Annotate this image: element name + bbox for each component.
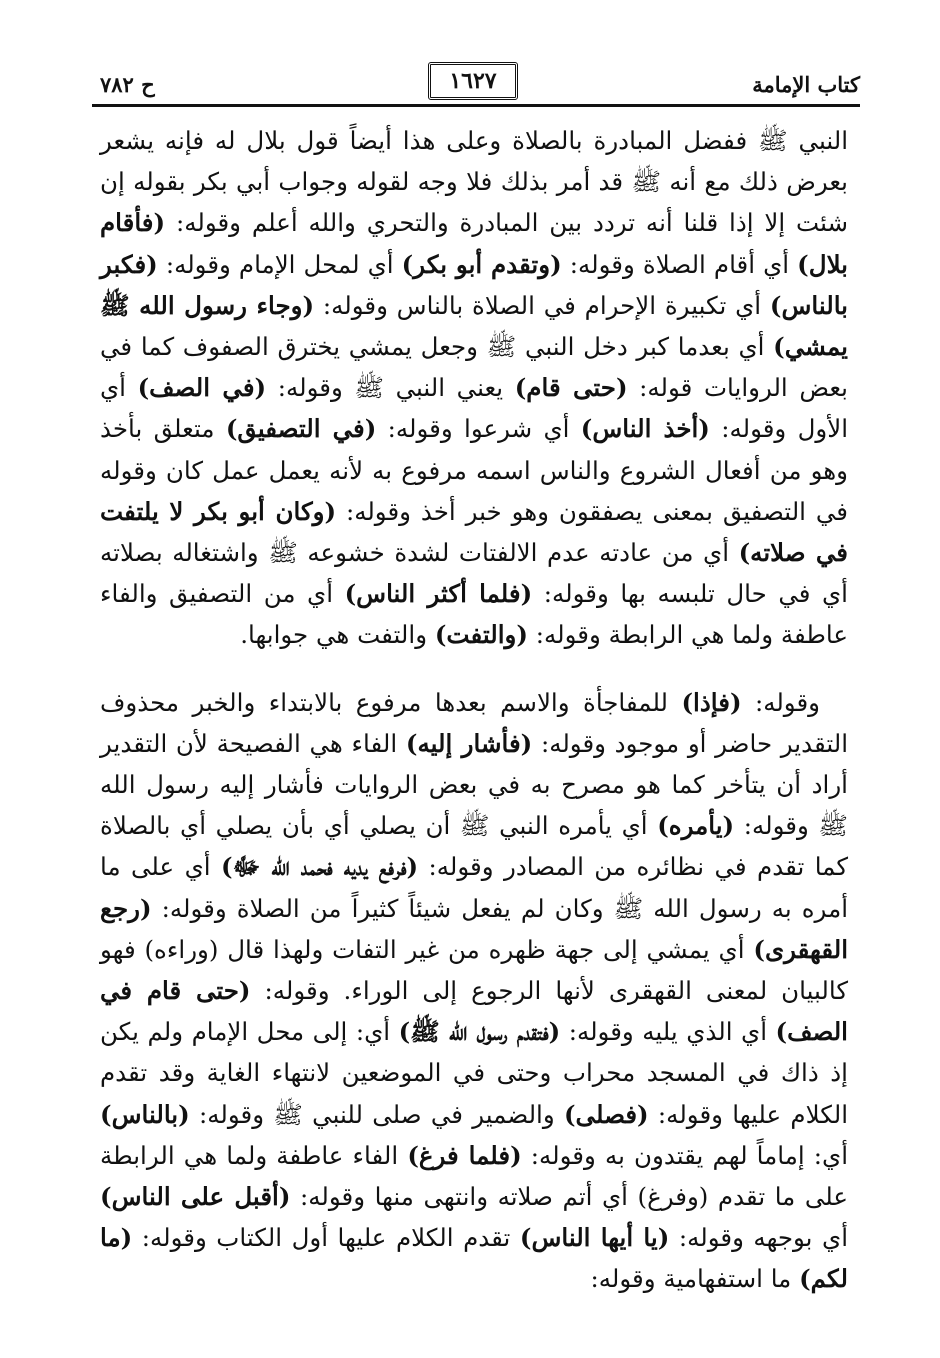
quoted-phrase: (فلما فرغ) bbox=[407, 1140, 522, 1170]
commentary-text: النبي ﷺ ففضل المبادرة بالصلاة وعلى هذا أيضاً قول بلال له فإنه يشعر بعرض ذلك مع أنه ﷺ قد أمر بذلك فلا وجه لقوله وجواب أبي بكر بقوله إن شئت إلا إذا قلنا أنه تردد بين المبادرة والتحري والله أعلم وقوله: bbox=[100, 126, 848, 238]
commentary-text: الفاء هي الفصيحة لأن التقدير أراد أن يتأخر كما هو مصرح به في بعض الروايات فأشار إليه رسول الله ﷺ وقوله: bbox=[100, 728, 849, 841]
commentary-text: أي الذي يليه وقوله: bbox=[560, 1017, 776, 1047]
commentary-text: يعني النبي ﷺ وقوله: bbox=[266, 373, 515, 403]
commentary-text: أي: إلى محل الإمام ولم يكن إذ ذاك في المسجد محراب وحتى في الموضعين لانتهاء الغاية وقد تقدم الكلام عليها وقوله: bbox=[100, 1017, 849, 1129]
quoted-phrase: (في التصفيق) bbox=[225, 414, 377, 444]
commentary-text: أي بعدما كبر دخل النبي ﷺ وجعل يمشي يخترق الصفوف كما في بعض الروايات قوله: bbox=[100, 332, 848, 403]
commentary-text: للمفاجأة والاسم بعدها مرفوع بالابتداء والخبر محذوف التقدير حاضر أو موجود وقوله: bbox=[100, 687, 849, 758]
commentary-text: أي يأمره النبي ﷺ أن يصلي أي بأن يصلي أي بالصلاة كما تقدم في نظائره من المصادر وقوله: bbox=[100, 811, 848, 882]
quoted-phrase: (حتى قام في الصف) bbox=[100, 976, 848, 1047]
commentary-text: أي من التصفيق والفاء عاطفة ولما هي الرابطة وقوله: bbox=[100, 579, 848, 650]
quoted-phrase: (وجاء رسول الله ﷺ يمشي) bbox=[100, 290, 848, 362]
quoted-phrase: (أخذ الناس) bbox=[580, 414, 710, 444]
commentary-text: أي من عادته عدم الالفتات لشدة خشوعه ﷺ واشتغاله بصلاته أي في حال تلبسه بها وقوله: bbox=[100, 538, 848, 609]
hadith-reference: ح ٧٨٢ bbox=[100, 72, 155, 97]
quoted-phrase: (فلما أكثر الناس) bbox=[344, 579, 533, 609]
quoted-phrase: (فأقام بلال) bbox=[100, 208, 849, 279]
commentary-text: والتفت هي جوابها. bbox=[240, 620, 435, 650]
quoted-phrase: (في الصف) bbox=[137, 373, 267, 403]
book-title: كتاب الإمامة bbox=[752, 72, 860, 97]
body-text bbox=[100, 120, 848, 1300]
page-number: ١٦٢٧ bbox=[428, 62, 518, 100]
paragraph-2 bbox=[100, 682, 848, 1300]
quoted-phrase: (فأشار إليه) bbox=[405, 728, 533, 758]
quoted-phrase: (بالناس) bbox=[100, 1099, 190, 1129]
quoted-phrase: (فتقدم رسول الله ﷺ) bbox=[398, 1017, 561, 1047]
quoted-phrase: (وكان أبو بكر لا يلتفت في صلاته) bbox=[100, 496, 848, 568]
quoted-phrase: (وتقدم أبو بكر) bbox=[401, 249, 562, 279]
commentary-text: أي على ما أمره به رسول الله ﷺ وكان لم يفعل شيئاً كثيراً من الصلاة وقوله: bbox=[100, 852, 848, 923]
commentary-text: أي شرعوا وقوله: bbox=[376, 414, 581, 444]
commentary-text: أي تكبيرة الإحرام في الصلاة بالناس وقوله: bbox=[314, 290, 770, 320]
commentary-text: أي: إماماً لهم يقتدون به وقوله: bbox=[521, 1140, 849, 1170]
commentary-text: الفاء عاطفة ولما هي الرابطة على ما تقدم (وفرغ) أي أتم صلاته وانتهى منها وقوله: bbox=[100, 1140, 848, 1212]
page-header bbox=[88, 58, 860, 104]
quoted-phrase: (حتى قام) bbox=[514, 373, 628, 403]
quoted-phrase: (والتفت) bbox=[434, 620, 528, 650]
commentary-text: متعلق بأخذ وهو من أفعال الشروع والناس اسمه مرفوع به لأنه يعمل عمل كان وقوله في التصفيق بمعنى يصفقون وهو خبر أخذ وقوله: bbox=[100, 414, 849, 526]
commentary-text: والضمير في صلى للنبي ﷺ وقوله: bbox=[189, 1099, 564, 1129]
commentary-text: أي يمشي إلى جهة ظهره من غير التفات ولهذا قال (وراءه) فهو كالبيان لمعنى القهقرى لأنها الرجوع إلى الوراء. وقوله: bbox=[100, 934, 848, 1006]
quoted-phrase: (فكبر بالناس) bbox=[100, 249, 848, 320]
header-rule bbox=[92, 104, 860, 107]
quoted-phrase: (فصلى) bbox=[563, 1099, 649, 1129]
quoted-phrase: (فإذا) bbox=[681, 687, 742, 717]
quoted-phrase: (يأمره) bbox=[657, 811, 735, 841]
quoted-phrase: (فرفع يديه فحمد الله ﷻ) bbox=[221, 852, 419, 882]
quoted-phrase: (ما لكم) bbox=[100, 1223, 848, 1294]
commentary-text: وقوله: bbox=[741, 687, 821, 717]
quoted-phrase: (يا أيها الناس) bbox=[519, 1223, 670, 1253]
paragraph-1 bbox=[100, 120, 848, 656]
commentary-text: ما استفهامية وقوله: bbox=[590, 1264, 800, 1294]
quoted-phrase: (رجع القهقرى) bbox=[100, 893, 848, 964]
quoted-phrase: (أقبل على الناس) bbox=[100, 1182, 291, 1212]
commentary-text: أي بوجهه وقوله: bbox=[669, 1223, 849, 1253]
commentary-text: أي أقام الصلاة وقوله: bbox=[561, 249, 798, 279]
commentary-text: تقدم الكلام عليها أول الكتاب وقوله: bbox=[132, 1223, 520, 1253]
commentary-text: أي لمحل الإمام وقوله: bbox=[157, 249, 402, 279]
commentary-text: أي الأول وقوله: bbox=[100, 373, 848, 444]
